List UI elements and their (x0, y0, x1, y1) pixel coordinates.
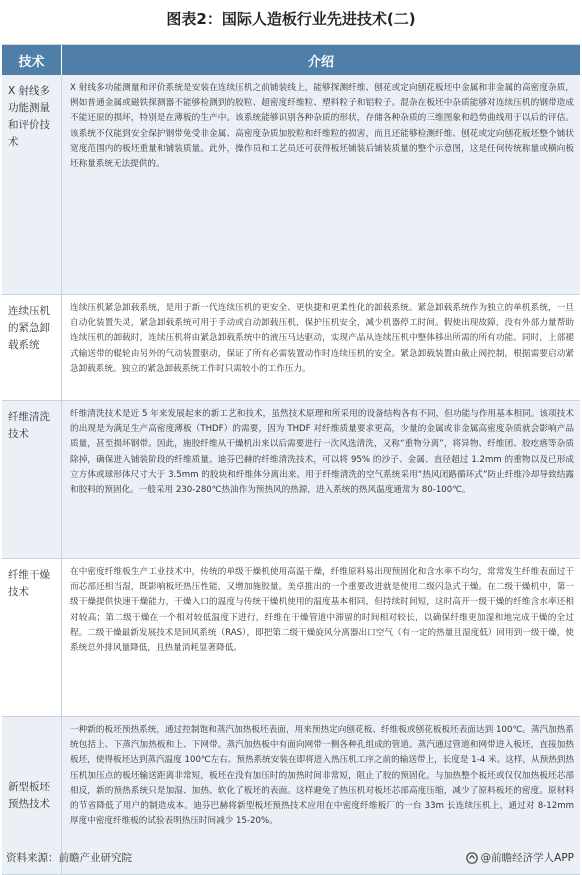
tech-name: 新型板坯预热技术 (2, 717, 62, 874)
tech-name: 纤维清洗技术 (2, 401, 62, 558)
tech-desc: X 射线多功能测量和评价系统是安装在连续压机之前铺装线上，能够探测纤维、刨花或定向刨花板坯中金属和非金属的高密度杂质，例如普通金属或磁铁探测器不能够检测到的胶粒、超密度纤维粒、塑料粒子和铝粒子。混杂在板坯中杂质能够对连续压机的钢带造成不能还原的损坏，特别是在薄板的生产中。该系统能够识别各种杂质的形状，存储各种杂质的三维图象和趋势曲线用于以后的评估。该系统不仅能到安全保护钢带免受非金属、高密度杂质加胶粒和纤维粒的损害，而且还能够检测纤维、刨花或定向刨花板坯整个铺状宽度范围内的板坯重量和铺装质量。此外，操作员和工艺员还可获得板坯铺装后铺装质量的整个示意图，这是任何传统称量或横向板坯称量系统无法提供的。 (70, 83, 574, 170)
table-row (2, 295, 580, 401)
tech-name: 连续压机的紧急卸载系统 (2, 295, 62, 400)
table-row (2, 401, 580, 559)
table-header (2, 45, 580, 75)
tech-desc: 连续压机紧急卸载系统，是用于新一代连续压机的更安全、更快捷和更柔性化的卸载系统。紧急卸载系统作为独立的单机系统，一旦自动化装置失灵，紧急卸载系统可用于手动或自动卸载压机，保护压机安全，减少机器停工时间。假使出现故障，没有外部力量帮助连续压机的卸载时，连续压机将由紧急卸载系统中的液压马达驱动，实现产品从连续压机中整体移出所需的所有功能。同时，上部褪式输送带的辊轮由另外的气动装置驱动，保证了所有必需装置动作时连续压机的安全。紧急卸载装置由截止阀控制，根据需要启动紧急卸载系统。独立的紧急卸载系统工作时只需较小的工作压力。 (70, 303, 574, 374)
tech-desc: 一种新的板坯预热系统，通过控制饱和蒸汽加热板坯表面，用来预热定向刨花板、纤维板或刨花板板坯表面达到 100℃。蒸汽加热系统包括上、下蒸汽加热板和上、下网带。蒸汽加热板中有面向网带一侧各种孔组成的管道。蒸汽通过管道和网带进入板坯，直接加热板坯，使得板坯达到蒸汽温度 100℃左右。预热系统安装在即将进入热压机工序之前的输送带上，长度是 1-4 米。这样，从预热到热压机加压点的板坯输送距离非常短，板坯在没有加压时的加热时间非常短，阻止了胶的预固化。与加热整个板坯或仅仅加热板坯芯部相反，新的预热系统只是加湿、加热、软化了板坯的表面。这样避免了热压机对板坯芯部高度压缩，减少了原料板坯的密度。原材料的节省降低了用户的制造成本。迪芬巴赫将新型板坯预热技术应用在中密度纤维板厂的一台 33m 长连续压机上，通过对 8-12mm 厚度中密度纤维板的试验表明热压时间减少 15-20%。 (70, 725, 574, 827)
table-row (2, 559, 580, 717)
tech-desc: 纤维清洗技术是近 5 年来发展起来的新工艺和技术，虽然技术原理和所采用的设备结构各有不同，但功能与作用基本相同。该项技术的出现是为满足生产高密度薄板（THDF）的需要，因为 THDF 对纤维质量要求更高，少量的金属或非金属高密度杂质就会影响产品质量，甚至损坏钢带。因此，施胶纤维从干燥机出来以后需要进行一次风选清洗，又称“重物分离”，将异物、纤维团、胶疙瘩等杂质除掉，确保进入铺装阶段的纤维质量。迪芬巴赫的纤维清洗技术，可以将 95% 的沙子、金属、直径超过 1.2mm 的重物以及已形成立方体或球形体尺寸大于 3.5mm 的胶块和纤维体分离出来。用于纤维清洗的空气系统采用“热风闭路循环式”防止纤维冷却导致结露和胶料的预固化。一般采用 230-280℃热油作为预热风的热源，进入系统的热风温度通常为 80-100℃。 (70, 409, 574, 496)
footer (6, 850, 574, 865)
header-intro: 介绍 (307, 54, 334, 70)
tech-name: 纤维干燥技术 (2, 559, 62, 716)
tech-desc: 在中密度纤维板生产工业技术中，传统的单级干燥机使用高温干燥，纤维原料易出现预固化和含水率不均匀，常常发生纤维表面过干而芯部还相当湿，既影响板坯热压性能，又增加施胶量。美卓推出的一个重要改进就是使用二级闪急式干燥。在二级干燥机中，第一级干燥提供快速干燥能力，干燥入口的温度与传统干燥机使用的温度基本相同，但持续时间短，这时高开一级干燥的纤维含水率还相对较高；第二级干燥在一个相对较低温度下进行，纤维在干燥管道中滞留的时间相对较长，以确保纤维更加湿和地完成干燥的全过程。二级干燥最新发展技术是回风系统（RAS），即把第二级干燥旋风分离器出口空气（有一定的热量且湿度低）回用到一级干燥，使系统总外排风量降低，且热量消耗显著降低。 (70, 567, 574, 654)
figure-title: 图表2：国际人造板行业先进技术(二) (166, 10, 416, 28)
table-row (2, 75, 580, 295)
tech-name: X 射线多功能测量和评价技术 (2, 75, 62, 294)
qianzhan-logo-icon (466, 852, 478, 864)
source-note: 资料来源：前瞻产业研究院 (6, 852, 132, 864)
brand-credit (466, 850, 574, 865)
header-tech: 技术 (2, 45, 62, 75)
tech-table (2, 44, 580, 845)
brand-text: @前瞻经济学人APP (480, 852, 574, 864)
